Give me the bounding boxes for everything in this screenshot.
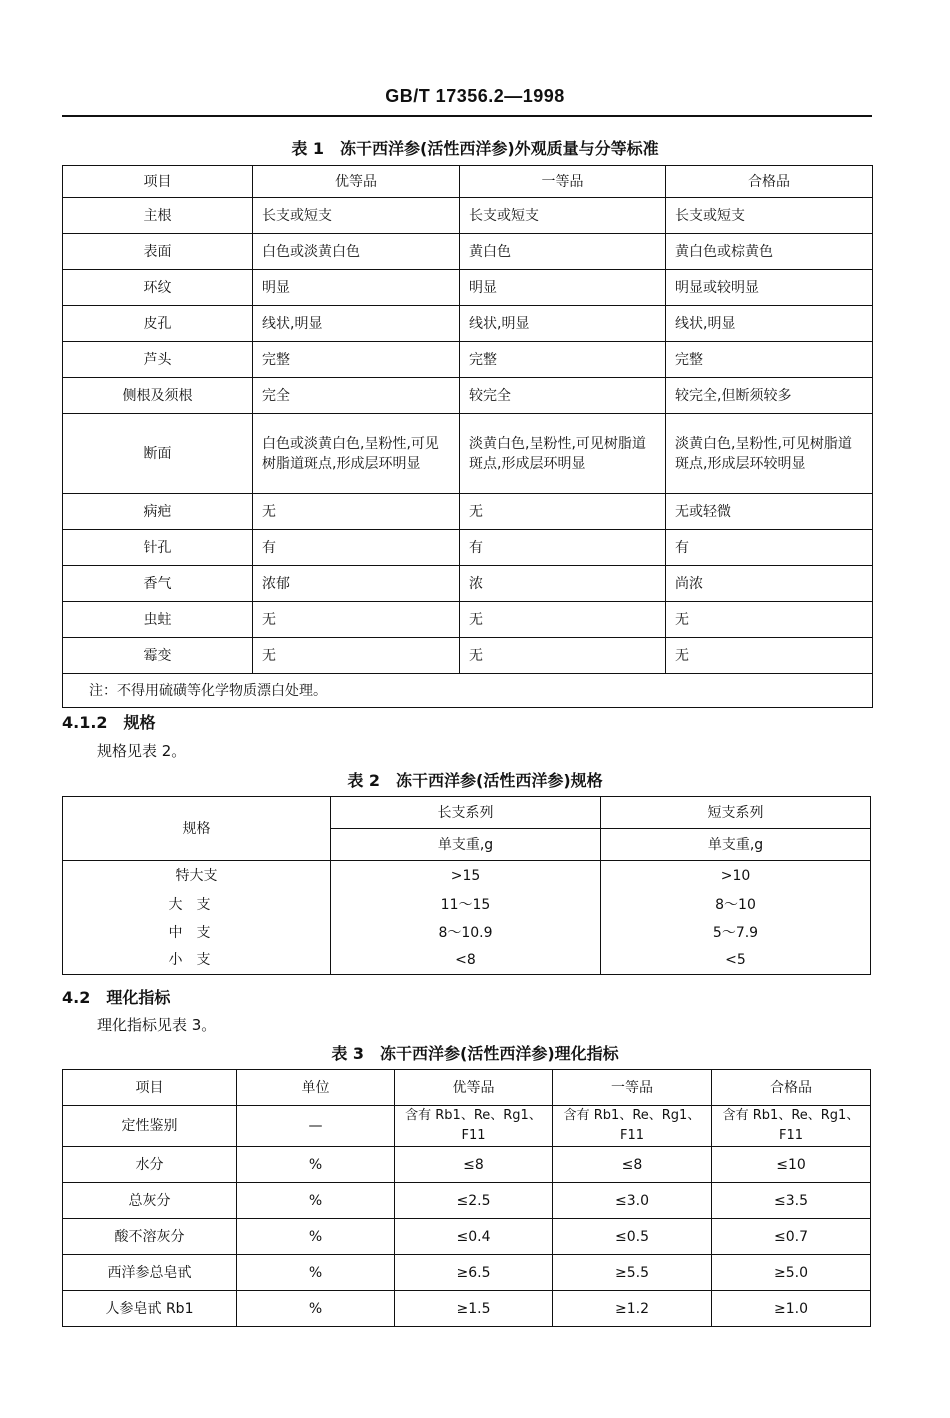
item-cell: 水分	[63, 1147, 237, 1183]
table-row	[63, 414, 873, 494]
grade-cell: 淡黄白色,呈粉性,可见树脂道斑点,形成层环明显	[460, 414, 666, 494]
grade-cell: 尚浓	[666, 566, 873, 602]
spec-header-cell: 规格	[63, 797, 331, 861]
item-cell: 侧根及须根	[63, 378, 253, 414]
grade-cell: 白色或淡黄白色	[253, 234, 460, 270]
unit-cell: %	[237, 1291, 395, 1327]
item-cell: 霉变	[63, 638, 253, 674]
value-cell: ≥1.5	[395, 1291, 553, 1327]
table-note: 注：不得用硫磺等化学物质漂白处理。	[63, 674, 873, 708]
unit-cell: —	[237, 1106, 395, 1147]
item-cell: 定性鉴别	[63, 1106, 237, 1147]
header-rule	[62, 115, 872, 117]
grade-cell: 线状,明显	[460, 306, 666, 342]
spec-cell: 小支	[63, 947, 331, 975]
item-cell: 人参皂甙 Rb1	[63, 1291, 237, 1327]
grade-cell: 长支或短支	[460, 198, 666, 234]
table2-caption: 表 2 冻干西洋参(活性西洋参)规格	[347, 771, 603, 790]
unit-header-long: 单支重,g	[331, 829, 601, 861]
item-cell: 总灰分	[63, 1183, 237, 1219]
specification-table	[62, 796, 871, 975]
grade-cell: 无	[460, 602, 666, 638]
grade-cell: 明显或较明显	[666, 270, 873, 306]
grade-cell: 长支或短支	[666, 198, 873, 234]
value-cell: ≤3.5	[712, 1183, 871, 1219]
table-row	[63, 891, 871, 919]
spec-cell: 中支	[63, 919, 331, 947]
item-cell: 针孔	[63, 530, 253, 566]
appearance-quality-table	[62, 165, 873, 708]
value-cell: <5	[601, 947, 871, 975]
table-row	[63, 1219, 871, 1255]
grade-cell: 浓	[460, 566, 666, 602]
grade-cell: 无	[666, 638, 873, 674]
table-note-row	[63, 674, 873, 708]
long-series-header: 长支系列	[331, 797, 601, 829]
grade-cell: 较完全,但断须较多	[666, 378, 873, 414]
item-cell: 主根	[63, 198, 253, 234]
header-cell: 一等品	[460, 166, 666, 198]
grade-cell: 完整	[253, 342, 460, 378]
unit-cell: %	[237, 1255, 395, 1291]
grade-cell: 黄白色或棕黄色	[666, 234, 873, 270]
item-cell: 断面	[63, 414, 253, 494]
value-cell: ≤2.5	[395, 1183, 553, 1219]
section-4-1-2-heading: 4.1.2 规格	[62, 713, 156, 732]
value-cell: ≤3.0	[553, 1183, 712, 1219]
item-cell: 芦头	[63, 342, 253, 378]
grade-cell: 完全	[253, 378, 460, 414]
table-row	[63, 1106, 871, 1147]
table-row	[63, 530, 873, 566]
value-cell: ≤0.7	[712, 1219, 871, 1255]
header-cell: 单位	[237, 1070, 395, 1106]
grade-cell: 有	[253, 530, 460, 566]
value-cell: ≥1.2	[553, 1291, 712, 1327]
value-cell: 含有 Rb1、Re、Rg1、F11	[395, 1106, 553, 1147]
item-cell: 酸不溶灰分	[63, 1219, 237, 1255]
table1-caption: 表 1 冻干西洋参(活性西洋参)外观质量与分等标准	[291, 139, 659, 158]
table-row	[63, 198, 873, 234]
section-4-2-text: 理化指标见表 3。	[97, 1016, 217, 1034]
table-header-row	[63, 166, 873, 198]
item-cell: 病疤	[63, 494, 253, 530]
grade-cell: 无	[666, 602, 873, 638]
grade-cell: 无	[253, 638, 460, 674]
header-cell: 优等品	[253, 166, 460, 198]
table-row	[63, 947, 871, 975]
value-cell: 含有 Rb1、Re、Rg1、F11	[712, 1106, 871, 1147]
value-cell: ≤0.5	[553, 1219, 712, 1255]
value-cell: ≥1.0	[712, 1291, 871, 1327]
unit-cell: %	[237, 1183, 395, 1219]
spec-cell: 特大支	[63, 861, 331, 891]
value-cell: ≥6.5	[395, 1255, 553, 1291]
grade-cell: 线状,明显	[253, 306, 460, 342]
value-cell: 8～10.9	[331, 919, 601, 947]
item-cell: 皮孔	[63, 306, 253, 342]
grade-cell: 无	[253, 494, 460, 530]
section-4-1-2-text: 规格见表 2。	[97, 742, 187, 760]
header-cell: 合格品	[666, 166, 873, 198]
grade-cell: 长支或短支	[253, 198, 460, 234]
table-row	[63, 494, 873, 530]
header-cell: 项目	[63, 166, 253, 198]
header-cell: 项目	[63, 1070, 237, 1106]
standard-code: GB/T 17356.2—1998	[385, 86, 565, 106]
value-cell: ≤8	[553, 1147, 712, 1183]
table-row	[63, 306, 873, 342]
grade-cell: 淡黄白色,呈粉性,可见树脂道斑点,形成层环较明显	[666, 414, 873, 494]
grade-cell: 白色或淡黄白色,呈粉性,可见树脂道斑点,形成层环明显	[253, 414, 460, 494]
item-cell: 香气	[63, 566, 253, 602]
table-row	[63, 602, 873, 638]
table-row	[63, 1255, 871, 1291]
grade-cell: 完整	[666, 342, 873, 378]
value-cell: ≤10	[712, 1147, 871, 1183]
grade-cell: 黄白色	[460, 234, 666, 270]
value-cell: ≤8	[395, 1147, 553, 1183]
item-cell: 西洋参总皂甙	[63, 1255, 237, 1291]
physicochemical-table	[62, 1069, 871, 1327]
header-cell: 一等品	[553, 1070, 712, 1106]
table-row	[63, 638, 873, 674]
item-cell: 虫蛀	[63, 602, 253, 638]
table-row	[63, 566, 873, 602]
header-cell: 合格品	[712, 1070, 871, 1106]
value-cell: 8～10	[601, 891, 871, 919]
unit-header-short: 单支重,g	[601, 829, 871, 861]
table-header-row	[63, 797, 871, 829]
unit-cell: %	[237, 1219, 395, 1255]
grade-cell: 线状,明显	[666, 306, 873, 342]
table-row	[63, 270, 873, 306]
table-row	[63, 1291, 871, 1327]
unit-cell: %	[237, 1147, 395, 1183]
table3-caption: 表 3 冻干西洋参(活性西洋参)理化指标	[331, 1044, 619, 1063]
table-row	[63, 1183, 871, 1219]
grade-cell: 无	[253, 602, 460, 638]
value-cell: >15	[331, 861, 601, 891]
table-row	[63, 1147, 871, 1183]
value-cell: ≥5.0	[712, 1255, 871, 1291]
table-row	[63, 919, 871, 947]
grade-cell: 明显	[253, 270, 460, 306]
grade-cell: 无	[460, 494, 666, 530]
table-row	[63, 861, 871, 891]
spec-cell: 大支	[63, 891, 331, 919]
grade-cell: 浓郁	[253, 566, 460, 602]
value-cell: <8	[331, 947, 601, 975]
grade-cell: 无或轻微	[666, 494, 873, 530]
grade-cell: 完整	[460, 342, 666, 378]
value-cell: 5～7.9	[601, 919, 871, 947]
table-row	[63, 234, 873, 270]
table-header-row	[63, 1070, 871, 1106]
value-cell: 11～15	[331, 891, 601, 919]
value-cell: ≥5.5	[553, 1255, 712, 1291]
value-cell: >10	[601, 861, 871, 891]
grade-cell: 有	[666, 530, 873, 566]
grade-cell: 明显	[460, 270, 666, 306]
header-cell: 优等品	[395, 1070, 553, 1106]
table-row	[63, 378, 873, 414]
item-cell: 环纹	[63, 270, 253, 306]
value-cell: ≤0.4	[395, 1219, 553, 1255]
grade-cell: 无	[460, 638, 666, 674]
item-cell: 表面	[63, 234, 253, 270]
grade-cell: 较完全	[460, 378, 666, 414]
table-row	[63, 342, 873, 378]
grade-cell: 有	[460, 530, 666, 566]
value-cell: 含有 Rb1、Re、Rg1、F11	[553, 1106, 712, 1147]
section-4-2-heading: 4.2 理化指标	[62, 988, 171, 1007]
short-series-header: 短支系列	[601, 797, 871, 829]
